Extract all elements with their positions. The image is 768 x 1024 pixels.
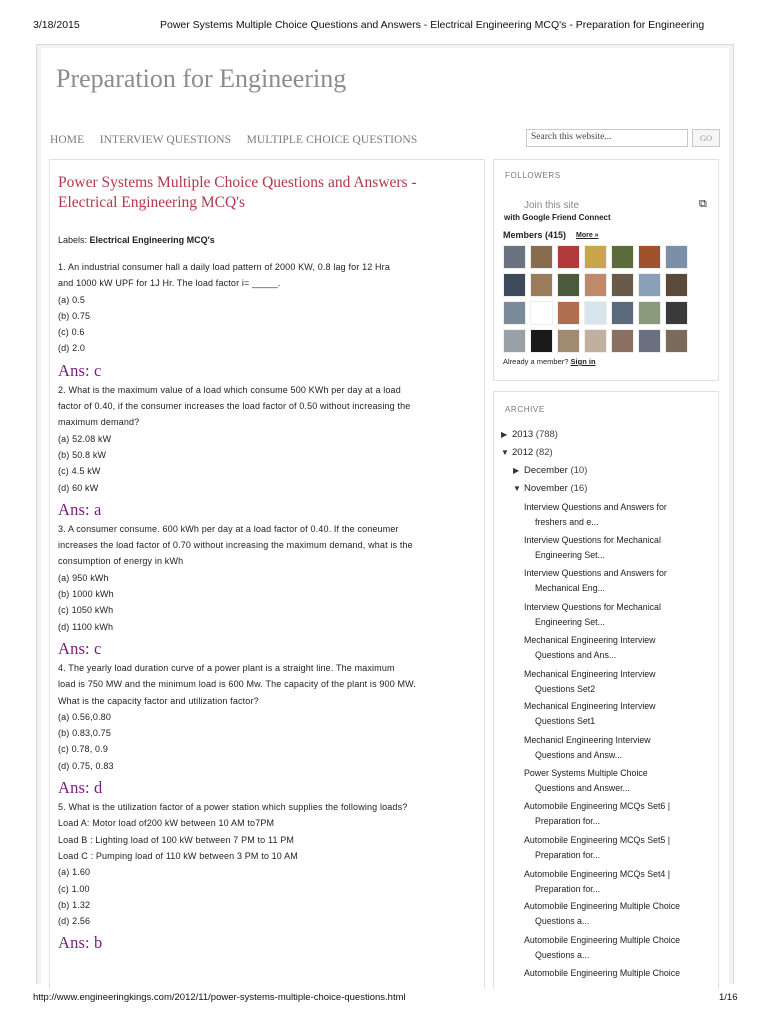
member-avatar[interactable] (503, 329, 526, 353)
followers-widget (493, 159, 719, 381)
archive-post-title-line1[interactable]: Automobile Engineering MCQs Set4 | (524, 869, 671, 879)
archive-post-title-line1[interactable]: Mechanical Engineering Interview (524, 669, 656, 679)
question-text: 2. What is the maximum value of a load which consume 500 KWh per day at a load (58, 384, 401, 395)
answer-option: (b) 50.8 kW (58, 449, 107, 460)
nav-item-home[interactable]: HOME (50, 134, 85, 146)
question-block (58, 799, 478, 953)
member-avatar[interactable] (665, 273, 688, 297)
member-avatar[interactable] (638, 329, 661, 353)
join-site-link[interactable]: Join this site (524, 200, 580, 211)
member-avatar[interactable] (584, 245, 607, 269)
archive-post-title-line2[interactable]: freshers and e... (535, 517, 599, 528)
answer-option: (a) 950 kWh (58, 572, 109, 583)
member-avatar[interactable] (638, 301, 661, 325)
followers-title: FOLLOWERS (505, 171, 561, 180)
answer-option: (c) 1.00 (58, 883, 90, 894)
member-avatar[interactable] (611, 245, 634, 269)
post-body (58, 259, 478, 954)
question-block (58, 660, 478, 798)
archive-post-title-line1[interactable]: Automobile Engineering Multiple Choice (524, 901, 680, 911)
archive-post-title-line2[interactable]: Engineering Set... (535, 617, 605, 628)
question-text: 5. What is the utilization factor of a power station which supplies the following loads? (58, 802, 408, 813)
label-link[interactable]: Electrical Engineering MCQ's (89, 235, 215, 245)
answer-option: (d) 2.0 (58, 343, 86, 354)
archive-post-title-line1[interactable]: Power Systems Multiple Choice (524, 768, 648, 778)
answer-option: (c) 0.78, 0.9 (58, 744, 108, 755)
gfc-icon: ⧉ (699, 198, 707, 210)
archive-year-label[interactable]: 2013 (512, 429, 534, 440)
archive-post-title-line1[interactable]: Mechanicl Engineering Interview (524, 735, 651, 745)
members-count: Members (415) (503, 230, 567, 240)
member-avatar[interactable] (530, 301, 553, 325)
answer-option: (c) 4.5 kW (58, 466, 101, 477)
member-avatar[interactable] (665, 329, 688, 353)
answer-option: (a) 0.56,0.80 (58, 711, 111, 722)
archive-month[interactable] (513, 465, 587, 476)
print-date: 3/18/2015 (33, 19, 80, 31)
archive-month[interactable] (513, 483, 587, 494)
archive-post-title-line1[interactable]: Automobile Engineering MCQs Set6 | (524, 801, 671, 811)
member-avatar[interactable] (557, 329, 580, 353)
answer-option: (d) 60 kW (58, 482, 99, 493)
archive-post-title-line2[interactable]: Questions Set1 (535, 716, 596, 727)
sign-in-link[interactable]: Sign in (570, 357, 596, 366)
post-labels (58, 235, 215, 245)
archive-post-title-line2[interactable]: Questions a... (535, 916, 590, 927)
archive-post-title-line2[interactable]: Preparation for... (535, 816, 601, 827)
archive-post-link[interactable] (524, 633, 710, 663)
search-input[interactable]: Search this website... (526, 129, 688, 147)
answer-label: Ans: b (58, 933, 103, 953)
archive-post-link[interactable] (524, 899, 710, 929)
archive-month-count: (16) (570, 483, 588, 494)
question-text: Load C : Pumping load of 110 kW between 3 PM to 10 AM (58, 850, 298, 861)
answer-option: (a) 52.08 kW (58, 433, 112, 444)
answer-option: (a) 1.60 (58, 867, 91, 878)
archive-post-title-line1[interactable]: Automobile Engineering Multiple Choice (524, 968, 680, 978)
answer-option: (b) 0.83,0.75 (58, 728, 111, 739)
member-avatar[interactable] (557, 273, 580, 297)
archive-post-title-line2[interactable]: Questions and Ans... (535, 650, 617, 661)
member-avatar[interactable] (611, 329, 634, 353)
archive-title: ARCHIVE (505, 405, 545, 414)
question-block (58, 521, 478, 659)
archive-post-link[interactable] (524, 766, 710, 796)
archive-post-link[interactable] (524, 833, 710, 863)
post-title[interactable]: Power Systems Multiple Choice Questions and Answers - Electrical Engineering MCQ's (58, 174, 417, 211)
member-avatar[interactable] (557, 245, 580, 269)
search-go-button[interactable]: GO (692, 129, 720, 147)
archive-post-link[interactable] (524, 966, 710, 981)
question-text: maximum demand? (58, 417, 140, 428)
print-header (0, 0, 768, 34)
archive-post-title-line2[interactable]: Questions and Answ... (535, 750, 623, 761)
member-avatar[interactable] (611, 301, 634, 325)
member-avatar[interactable] (611, 273, 634, 297)
archive-widget (493, 391, 719, 989)
answer-option: (c) 1050 kWh (58, 605, 114, 616)
answer-label: Ans: a (58, 499, 102, 519)
archive-post-link[interactable] (524, 799, 710, 829)
answer-label: Ans: d (58, 778, 103, 798)
archive-month-count: (10) (570, 465, 588, 476)
archive-post-link[interactable] (524, 500, 710, 530)
archive-year-count: (788) (535, 429, 558, 440)
question-text: 3. A consumer consume. 600 kWh per day at a load factor of 0.40. If the coneumer (58, 523, 399, 534)
answer-option: (b) 1000 kWh (58, 589, 114, 600)
archive-post-title-line2[interactable]: Mechanical Eng... (535, 583, 605, 594)
member-avatar[interactable] (503, 245, 526, 269)
member-avatar[interactable] (638, 245, 661, 269)
archive-post-title-line1[interactable]: Interview Questions and Answers for (524, 502, 667, 512)
member-avatar[interactable] (530, 245, 553, 269)
member-avatar[interactable] (530, 273, 553, 297)
answer-label: Ans: c (58, 638, 102, 658)
archive-post-link[interactable] (524, 867, 710, 897)
member-avatar[interactable] (638, 273, 661, 297)
question-text: load is 750 MW and the minimum load is 600 Mw. The capacity of the plant is 900 MW. (58, 679, 416, 690)
member-avatar[interactable] (665, 245, 688, 269)
member-avatar[interactable] (665, 301, 688, 325)
archive-post-title-line1[interactable]: Automobile Engineering MCQs Set5 | (524, 835, 671, 845)
answer-label: Ans: c (58, 360, 102, 380)
archive-post-link[interactable] (524, 533, 710, 563)
member-avatar[interactable] (530, 329, 553, 353)
expand-arrow-icon[interactable]: ▶ (513, 466, 520, 475)
archive-post-title-line2[interactable]: Questions Set2 (535, 684, 596, 695)
answer-option: (b) 0.75 (58, 310, 91, 321)
nav-item-interview-questions[interactable]: INTERVIEW QUESTIONS (99, 134, 232, 146)
archive-post-title-line2[interactable]: Engineering Set... (535, 550, 605, 561)
collapse-arrow-icon[interactable]: ▼ (501, 448, 509, 457)
print-page-title: Power Systems Multiple Choice Questions and Answers - Electrical Engineering MCQ's - Preparation for Engineering (160, 19, 705, 31)
question-text: Load B : Lighting load of 100 kW between 7 PM to 11 PM (58, 834, 295, 845)
archive-year-count: (82) (535, 447, 553, 458)
question-block (58, 259, 478, 381)
archive-post-title-line2[interactable]: Preparation for... (535, 850, 601, 861)
member-avatar[interactable] (503, 301, 526, 325)
question-text: 4. The yearly load duration curve of a power plant is a straight line. The maximum (58, 662, 395, 673)
blog-title[interactable]: Preparation for Engineering (56, 64, 347, 93)
member-sign-in (503, 357, 596, 366)
archive-post-link[interactable] (524, 699, 710, 729)
archive-month-label[interactable]: November (524, 483, 568, 494)
archive-post-link[interactable] (524, 933, 710, 963)
question-text: Load A: Motor load of200 kW between 10 AM to7PM (58, 818, 275, 829)
labels-prefix: Labels: (58, 235, 88, 245)
nav-item-multiple-choice-questions[interactable]: MULTIPLE CHOICE QUESTIONS (246, 134, 418, 146)
archive-post-title-line2[interactable]: Questions and Answer... (535, 783, 630, 794)
answer-option: (d) 1100 kWh (58, 621, 114, 632)
question-text: factor of 0.40, if the consumer increases the load factor of 0.50 without increasing the (58, 401, 411, 412)
more-members-link[interactable]: More » (576, 232, 599, 239)
question-text: and 1000 kW UPF for 1J Hr. The load factor i= _____. (58, 278, 281, 289)
archive-post-title-line2[interactable]: Preparation for... (535, 884, 601, 895)
member-avatar[interactable] (557, 301, 580, 325)
question-text: increases the load factor of 0.70 without increasing the maximum demand, what is the (58, 540, 413, 551)
top-nav (50, 130, 428, 148)
expand-arrow-icon[interactable]: ▶ (501, 430, 508, 439)
question-block (58, 382, 478, 520)
archive-post-title-line1[interactable]: Mechanical Engineering Interview (524, 635, 656, 645)
answer-option: (b) 1.32 (58, 899, 91, 910)
member-avatar[interactable] (584, 273, 607, 297)
archive-post-link[interactable] (524, 566, 710, 596)
member-avatar[interactable] (584, 301, 607, 325)
collapse-arrow-icon[interactable]: ▼ (513, 484, 521, 493)
archive-post-title-line1[interactable]: Interview Questions for Mechanical (524, 602, 661, 612)
archive-post-title-line2[interactable]: Questions a... (535, 950, 590, 961)
google-friend-connect-text: with Google Friend Connect (504, 213, 611, 222)
answer-option: (c) 0.6 (58, 327, 85, 338)
question-text: 1. An industrial consumer hall a daily load pattern of 2000 KW, 0.8 lag for 12 Hra (58, 262, 390, 272)
archive-post-title-line1[interactable]: Mechanical Engineering Interview (524, 701, 656, 711)
question-text: What is the capacity factor and utilization factor? (58, 695, 259, 706)
member-avatar[interactable] (503, 273, 526, 297)
archive-post-link[interactable] (524, 600, 710, 630)
answer-option: (a) 0.5 (58, 294, 86, 305)
already-member-text: Already a member? (503, 357, 569, 366)
print-url: http://www.engineeringkings.com/2012/11/power-systems-multiple-choice-questions.html (33, 992, 406, 1003)
archive-post-link[interactable] (524, 733, 710, 763)
question-text: consumption of energy in kWh (58, 556, 184, 567)
archive-post-title-line1[interactable]: Interview Questions for Mechanical (524, 535, 661, 545)
member-avatar[interactable] (584, 329, 607, 353)
archive-post-title-line1[interactable]: Interview Questions and Answers for (524, 568, 667, 578)
archive-year-2013[interactable] (501, 429, 558, 440)
archive-month-label[interactable]: December (524, 465, 568, 476)
archive-year-2012[interactable] (501, 447, 553, 458)
archive-year-label[interactable]: 2012 (512, 447, 534, 458)
print-page-number: 1/16 (719, 992, 738, 1003)
archive-post-link[interactable] (524, 667, 710, 697)
answer-option: (d) 0.75, 0.83 (58, 760, 114, 771)
archive-post-title-line1[interactable]: Automobile Engineering Multiple Choice (524, 935, 680, 945)
answer-option: (d) 2.56 (58, 916, 91, 927)
